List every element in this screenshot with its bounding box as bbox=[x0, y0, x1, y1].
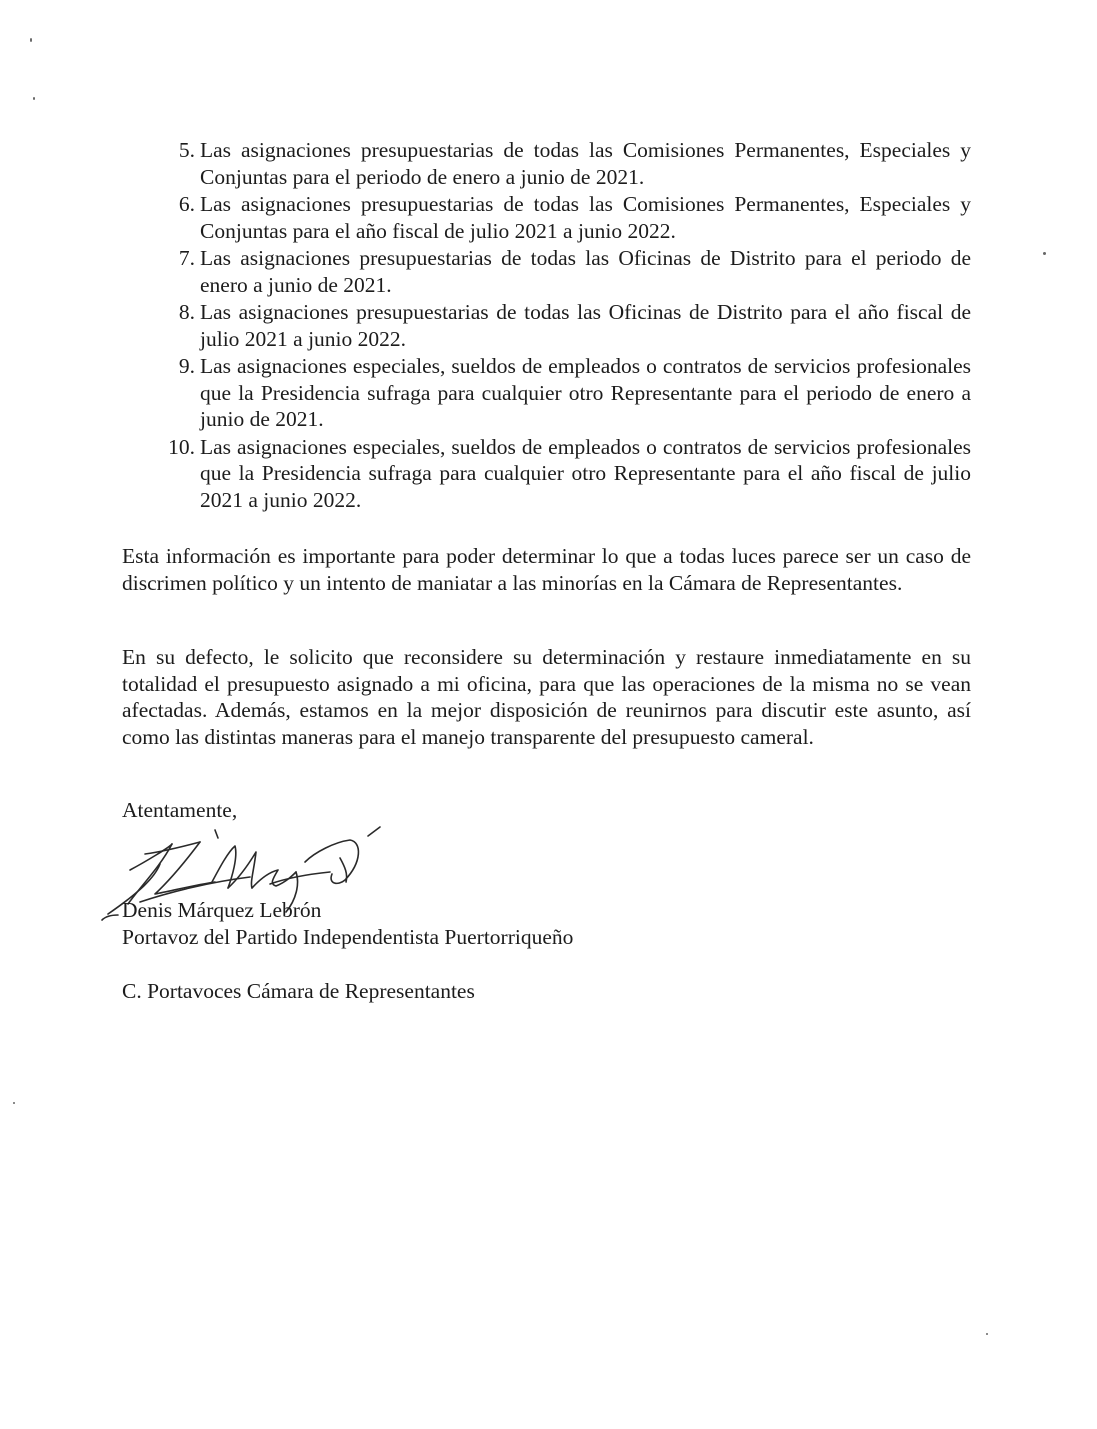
list-item bbox=[163, 434, 971, 514]
request-list bbox=[163, 137, 971, 514]
list-item-number: 10. bbox=[168, 434, 195, 459]
scan-speck bbox=[30, 38, 32, 42]
list-item-text: Las asignaciones presupuestarias de todas las Comisiones Permanentes, Especiales y Conjuntas para el periodo de enero a junio de 2021. bbox=[200, 138, 971, 189]
carbon-copy-line: C. Portavoces Cámara de Representantes bbox=[122, 979, 475, 1003]
scan-speck bbox=[33, 97, 35, 100]
importance-paragraph: Esta información es importante para poder determinar lo que a todas luces parece ser un caso de discrimen político y un intento de maniatar a las minorías en la Cámara de Representantes. bbox=[122, 544, 971, 595]
list-item-number: 7. bbox=[178, 246, 195, 270]
list-item bbox=[163, 191, 971, 244]
list-item-text: Las asignaciones especiales, sueldos de empleados o contratos de servicios profesionales que la Presidencia sufraga para cualquier otro Representante para el periodo de enero a junio de 2021. bbox=[200, 354, 971, 431]
scan-speck bbox=[986, 1333, 988, 1335]
list-item-text: Las asignaciones especiales, sueldos de empleados o contratos de servicios profesionales que la Presidencia sufraga para cualquier otro Representante para el año fiscal de julio 2021 a junio 2022. bbox=[200, 434, 971, 512]
list-item-text: Las asignaciones presupuestarias de todas las Comisiones Permanentes, Especiales y Conjuntas para el año fiscal de julio 2021 a junio 2022. bbox=[200, 192, 971, 243]
list-item bbox=[163, 137, 971, 190]
request-paragraph: En su defecto, le solicito que reconsidere su determinación y restaure inmediatamente en su totalidad el presupuesto asignado a mi oficina, para que las operaciones de la misma no se vean afectadas. Además, estamos en la mejor disposición de reunirnos para discutir este asunto, así como las distintas maneras para el manejo transparente del presupuesto cameral. bbox=[122, 645, 971, 749]
list-item-text: Las asignaciones presupuestarias de todas las Oficinas de Distrito para el periodo de enero a junio de 2021. bbox=[200, 246, 971, 297]
closing-salutation: Atentamente, bbox=[122, 798, 238, 822]
list-item bbox=[163, 299, 971, 352]
scan-speck bbox=[1043, 252, 1046, 255]
list-item-number: 8. bbox=[178, 300, 195, 324]
scan-speck bbox=[13, 1102, 15, 1104]
list-item-number: 6. bbox=[178, 192, 195, 216]
signer-name: Denis Márquez Lebrón bbox=[122, 898, 322, 922]
list-item-number: 5. bbox=[178, 138, 195, 162]
list-item-text: Las asignaciones presupuestarias de todas las Oficinas de Distrito para el año fiscal de julio 2021 a junio 2022. bbox=[200, 300, 971, 351]
signer-title: Portavoz del Partido Independentista Puertorriqueño bbox=[122, 925, 574, 949]
list-item bbox=[163, 245, 971, 298]
list-item-number: 9. bbox=[178, 354, 195, 378]
list-item bbox=[163, 353, 971, 433]
